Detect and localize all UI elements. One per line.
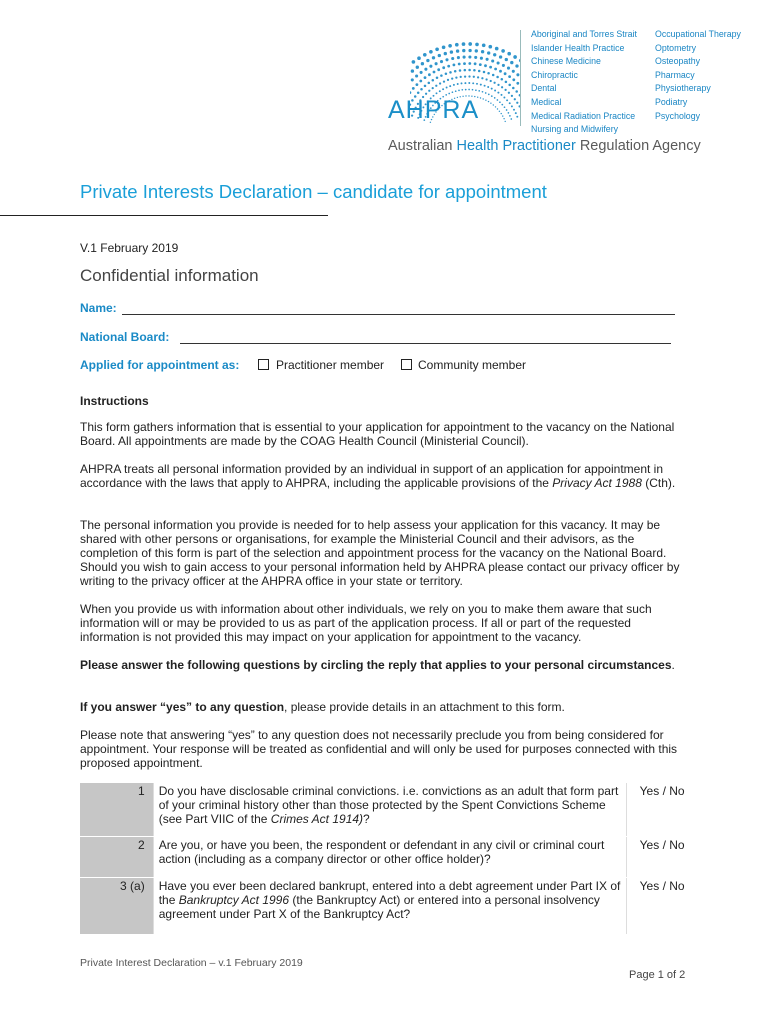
logo-dot (516, 116, 518, 118)
logo-dot (505, 58, 508, 61)
logo-dot (455, 90, 457, 92)
logo-dot (439, 82, 441, 84)
logo-dot (510, 61, 513, 64)
table-row (80, 783, 697, 837)
question-text (153, 878, 627, 935)
logo-dot (439, 90, 441, 92)
text-run: Please answer the following questions by circling the reply that applies to your personal circumstances (80, 658, 672, 672)
title-rule (0, 215, 328, 216)
logo-dot (440, 60, 443, 63)
logo-dot (480, 84, 482, 86)
act-name: Privacy Act 1988 (552, 476, 642, 490)
logo-dot (451, 77, 453, 79)
instructions-paragraph: This form gathers information that is essential to your application for appointment to the vacancy on the National Board. All appointments are made by the COAG Health Council (Ministerial Council). (80, 420, 675, 448)
act-name: Bankruptcy Act 1996 (178, 893, 290, 907)
logo-dot (453, 84, 455, 86)
logo-dot (512, 87, 515, 90)
logo-dot (442, 66, 445, 69)
logo-dot (504, 72, 507, 75)
question-text (153, 837, 627, 878)
document-title: Private Interests Declaration – candidate for appointment (80, 181, 547, 202)
profession-item: Chinese Medicine (531, 56, 601, 67)
logo-dot (474, 62, 477, 65)
logo-dot (499, 111, 500, 112)
logo-dot (516, 82, 519, 85)
logo-dot (444, 52, 447, 55)
logo-dot (487, 86, 489, 88)
logo-dot (459, 69, 462, 72)
logo-dot (491, 95, 493, 97)
logo-dot (512, 78, 515, 81)
logo-dot (491, 88, 493, 90)
profession-item: Medical (531, 96, 562, 107)
ahpra-logo-text: AHPRA (388, 96, 480, 124)
logo-dot (501, 113, 502, 114)
logo-dot (438, 54, 441, 57)
page-number: Page 1 of 2 (629, 969, 686, 981)
logo-dot (455, 76, 457, 78)
logo-dot (463, 62, 466, 65)
logo-dot (428, 90, 430, 92)
logo-dot (501, 94, 503, 96)
logo-dot (424, 85, 427, 88)
logo-dot (448, 93, 450, 95)
agency-name-part: Australian (388, 138, 457, 154)
logo-dot (447, 79, 449, 81)
logo-dot (410, 91, 411, 94)
logo-dot (447, 65, 450, 68)
question-text (153, 783, 627, 837)
text-run: Are you, or have you been, the respondent or defendant in any civil or criminal court action (including as a company director or other office holder)? (158, 838, 605, 866)
logo-dot (497, 108, 498, 109)
logo-dot (424, 68, 427, 71)
logo-dot (503, 97, 505, 99)
profession-item: Osteopathy (655, 56, 700, 67)
applied-for-label: Applied for appointment as: (80, 358, 240, 372)
logo-dot (432, 87, 434, 89)
logo-dot (411, 78, 414, 81)
national-board-label: National Board: (80, 330, 170, 344)
logo-dot (515, 112, 517, 114)
logo-dot (464, 69, 467, 72)
logo-dot (478, 70, 481, 73)
logo-dot (412, 60, 416, 64)
logo-dot (432, 79, 435, 82)
logo-dot (453, 64, 456, 67)
logo-dot (445, 73, 448, 76)
logo-dot (490, 80, 492, 82)
logo-dot (468, 69, 471, 72)
logo-dot (457, 83, 459, 85)
logo-dot (490, 103, 491, 104)
logo-dot (468, 62, 471, 65)
logo-dot (485, 92, 487, 94)
logo-dot (436, 76, 439, 79)
logo-dot (513, 109, 515, 111)
profession-item: Psychology (655, 110, 700, 121)
logo-dot (475, 49, 478, 52)
logo-dot (507, 52, 511, 56)
text-run: (Cth). (641, 476, 676, 490)
logo-dot (446, 87, 448, 89)
logo-dot (501, 104, 503, 106)
text-run: ? (363, 812, 370, 826)
logo-dot (487, 72, 490, 75)
name-label: Name: (80, 301, 117, 315)
logo-dot (426, 59, 429, 62)
logo-dot (411, 69, 414, 72)
logo-dot (461, 89, 463, 91)
agency-name-part: Regulation Agency (575, 138, 701, 154)
logo-dot (510, 118, 512, 120)
logo-dot (423, 53, 427, 57)
agency-name (388, 138, 701, 154)
logo-dot (468, 75, 470, 77)
act-name: Crimes Act 1914) (270, 812, 364, 826)
logo-dot (508, 112, 510, 114)
logo-dot (435, 62, 438, 65)
community-member-checkbox[interactable] (401, 359, 412, 370)
profession-item: Aboriginal and Torres Strait (531, 29, 637, 39)
logo-dot (455, 43, 459, 47)
profession-item: Nursing and Midwifery (531, 124, 619, 135)
logo-dot (512, 70, 515, 73)
logo-dot (506, 109, 508, 111)
logo-dot (506, 99, 508, 101)
logo-dot (485, 78, 487, 80)
logo-dot (505, 81, 508, 84)
text-run: Do you have disclosable criminal convictions. i.e. convictions as an adult that form part of your criminal history other than those protected by the Spent Convictions Scheme (see Part VIIC of the (158, 784, 619, 826)
logo-dot (495, 47, 499, 51)
version-date: V.1 February 2019 (80, 241, 179, 255)
logo-dot (454, 70, 457, 73)
logo-dot (505, 121, 506, 122)
logo-dot (472, 89, 474, 91)
logo-dot (499, 101, 501, 103)
logo-dot (420, 88, 423, 91)
logo-dot (503, 118, 504, 119)
profession-item: Dental (531, 83, 557, 94)
section-heading: Confidential information (80, 266, 259, 285)
logo-dot (429, 65, 432, 68)
logo-dot (433, 71, 436, 74)
logo-dot (415, 74, 418, 77)
logo-dot (513, 55, 517, 59)
agency-name-highlight: Health Practitioner (456, 138, 576, 154)
logo-dot (425, 93, 427, 95)
professions-list-right (655, 28, 741, 123)
logo-dot (451, 57, 454, 60)
logo-dot (474, 56, 477, 59)
logo-dot (450, 50, 453, 53)
logo-dot (417, 91, 420, 94)
logo-dot (508, 84, 511, 87)
logo-dot (482, 91, 484, 93)
profession-item: Chiropractic (531, 69, 578, 80)
practitioner-member-checkbox[interactable] (258, 359, 269, 370)
logo-dot (468, 49, 471, 52)
logo-dot (509, 102, 511, 104)
logo-dot (479, 63, 482, 66)
practitioner-member-label: Practitioner member (276, 358, 385, 372)
logo-dot (486, 58, 489, 61)
logo-dot (416, 83, 419, 86)
logo-dot (493, 104, 494, 105)
logo-dot (508, 75, 511, 78)
logo-dot (462, 42, 466, 46)
logo-dot (437, 68, 440, 71)
national-board-field[interactable] (180, 343, 671, 344)
logo-dot (507, 67, 510, 70)
logo-dot (496, 76, 499, 79)
logo-dot (457, 56, 460, 59)
logo-dot (480, 97, 481, 98)
text-run: If you answer “yes” to any question (80, 700, 285, 714)
logo-dot (473, 69, 476, 72)
logo-dot (468, 42, 472, 46)
logo-dot (458, 90, 460, 92)
text-run: (the Bankruptcy Act) or entered into a personal insolvency agreement under Part X of the Bankruptcy Act? (158, 893, 600, 921)
logo-dot (424, 76, 427, 79)
logo-dot (449, 85, 451, 87)
logo-dot (488, 94, 490, 96)
logo-dot (491, 59, 494, 62)
name-field[interactable] (122, 314, 675, 315)
logo-dot (487, 51, 490, 54)
yes-no-answer[interactable]: Yes / No (627, 783, 697, 837)
logo-dot (497, 61, 500, 64)
instructions-heading: Instructions (80, 394, 149, 408)
text-run: . (671, 658, 675, 672)
logo-dot (462, 49, 465, 52)
instructions-paragraph: Please note that answering “yes” to any question does not necessarily preclude you from being considered for appointment. Your response will be treated as confidential and will only be used for purposes connected with this proposed appointment. (80, 728, 678, 770)
logo-dot (419, 80, 422, 83)
logo-dot (458, 63, 461, 66)
logo-dot (495, 106, 496, 107)
instructions-paragraph (80, 700, 685, 714)
professions-list-left (531, 28, 637, 137)
logo-dot (442, 88, 444, 90)
logo-dot (484, 64, 487, 67)
logo-dot (501, 86, 503, 88)
logo-dot (508, 92, 510, 94)
logo-dot (473, 76, 475, 78)
logo-dot (475, 89, 477, 91)
logo-dot (456, 49, 459, 52)
instructions-paragraph: The personal information you provide is needed for to help assess your application for this vacancy. It may be shared with other persons or organisations, for example the Ministerial Council and their advisors, as the completion of this form is part of the selection and appointment process for the vacancy on the National Board. Should you wish to gain access to your personal information held by AHPRA please contact our privacy officer by writing to the privacy officer at the AHPRA office in your state or territory. (80, 518, 680, 588)
logo-dot (485, 100, 486, 101)
logo-dot (502, 115, 503, 116)
logo-dot (501, 49, 505, 53)
logo-dot (497, 99, 499, 101)
logo-dot (420, 71, 423, 74)
logo-dot (461, 82, 463, 84)
logo-dot (492, 74, 495, 77)
profession-item: Optometry (655, 42, 697, 53)
profession-item: Physiotherapy (655, 83, 711, 94)
logo-dot (476, 83, 478, 85)
logo-dot (440, 74, 443, 77)
logo-dot (509, 115, 511, 117)
yes-no-answer[interactable]: Yes / No (627, 878, 697, 935)
logo-dot (501, 78, 504, 81)
logo-dot (463, 56, 466, 59)
logo-dot (429, 50, 433, 54)
logo-dot (515, 64, 518, 67)
logo-dot (494, 90, 496, 92)
logo-dot (511, 95, 513, 97)
instructions-paragraph (80, 462, 685, 490)
logo-dot (449, 71, 452, 74)
community-member-label: Community member (418, 358, 527, 372)
header-divider (520, 30, 521, 126)
logo-dot (511, 105, 513, 107)
logo-dot (468, 55, 471, 58)
logo-dot (484, 85, 486, 87)
logo-dot (514, 98, 516, 100)
logo-dot (504, 89, 506, 91)
logo-dot (516, 102, 518, 104)
logo-dot (497, 92, 499, 94)
logo-dot (482, 43, 486, 47)
logo-dot (464, 75, 466, 77)
logo-dot (493, 53, 496, 56)
logo-dot (442, 45, 446, 49)
logo-dot (494, 68, 497, 71)
profession-item: Medical Radiation Practice (531, 110, 636, 121)
logo-dot (488, 101, 489, 102)
logo-dot (443, 80, 445, 82)
logo-dot (436, 92, 438, 94)
table-row (80, 837, 697, 878)
question-number: 3 (a) (80, 878, 153, 935)
logo-dot (452, 91, 454, 93)
logo-dot (516, 73, 519, 76)
yes-no-answer[interactable]: Yes / No (627, 837, 697, 878)
logo-dot (460, 76, 462, 78)
logo-dot (477, 76, 479, 78)
logo-dot (493, 82, 495, 84)
question-number: 2 (80, 837, 153, 878)
text-run: AHPRA treats all personal information provided by an individual in support of an application for appointment in accordance with the laws that apply to AHPRA, including the applicable provisions of the (80, 462, 664, 490)
questions-table (80, 783, 697, 934)
logo-dot (412, 87, 415, 90)
table-row (80, 878, 697, 935)
logo-dot (432, 56, 435, 59)
logo-dot (416, 66, 419, 69)
logo-dot (475, 43, 479, 47)
logo-dot (421, 62, 424, 65)
logo-dot (515, 90, 518, 93)
logo-dot (428, 82, 431, 85)
logo-dot (499, 55, 502, 58)
instructions-paragraph-bold (80, 658, 685, 672)
logo-dot (472, 82, 474, 84)
logo-dot (468, 89, 470, 91)
logo-dot (428, 73, 431, 76)
logo-dot (483, 98, 484, 99)
logo-dot (464, 82, 466, 84)
logo-dot (483, 71, 486, 74)
logo-dot (481, 50, 484, 53)
logo-dot (435, 85, 437, 87)
footer-document-name: Private Interest Declaration – v.1 February 2019 (80, 957, 303, 969)
logo-dot (494, 97, 496, 99)
logo-dot (448, 44, 452, 48)
text-run: , please provide details in an attachment to this form. (284, 700, 565, 714)
text-run: Have you ever been declared bankrupt, entered into a debt agreement under Part IX of the (158, 879, 621, 907)
profession-item: Occupational Therapy (655, 29, 741, 39)
logo-dot (478, 90, 480, 92)
profession-item: Islander Health Practice (531, 42, 625, 53)
logo-dot (497, 84, 499, 86)
logo-dot (435, 47, 439, 51)
profession-item: Podiatry (655, 96, 688, 107)
logo-dot (481, 77, 483, 79)
logo-dot (465, 89, 467, 91)
logo-dot (480, 57, 483, 60)
logo-dot (489, 66, 492, 69)
question-number: 1 (80, 783, 153, 837)
profession-item: Pharmacy (655, 69, 695, 80)
logo-dot (468, 82, 470, 84)
logo-dot (499, 70, 502, 73)
logo-dot (504, 106, 506, 108)
instructions-paragraph: When you provide us with information about other individuals, we rely on you to make them aware that such information will or may be provided to us as part of the application process. If all or part of the requested information is not provided this may impact on your application for appointment to the vacancy. (80, 602, 652, 644)
logo-dot (445, 58, 448, 61)
logo-dot (502, 64, 505, 67)
logo-dot (417, 56, 421, 60)
logo-dot (488, 45, 492, 49)
